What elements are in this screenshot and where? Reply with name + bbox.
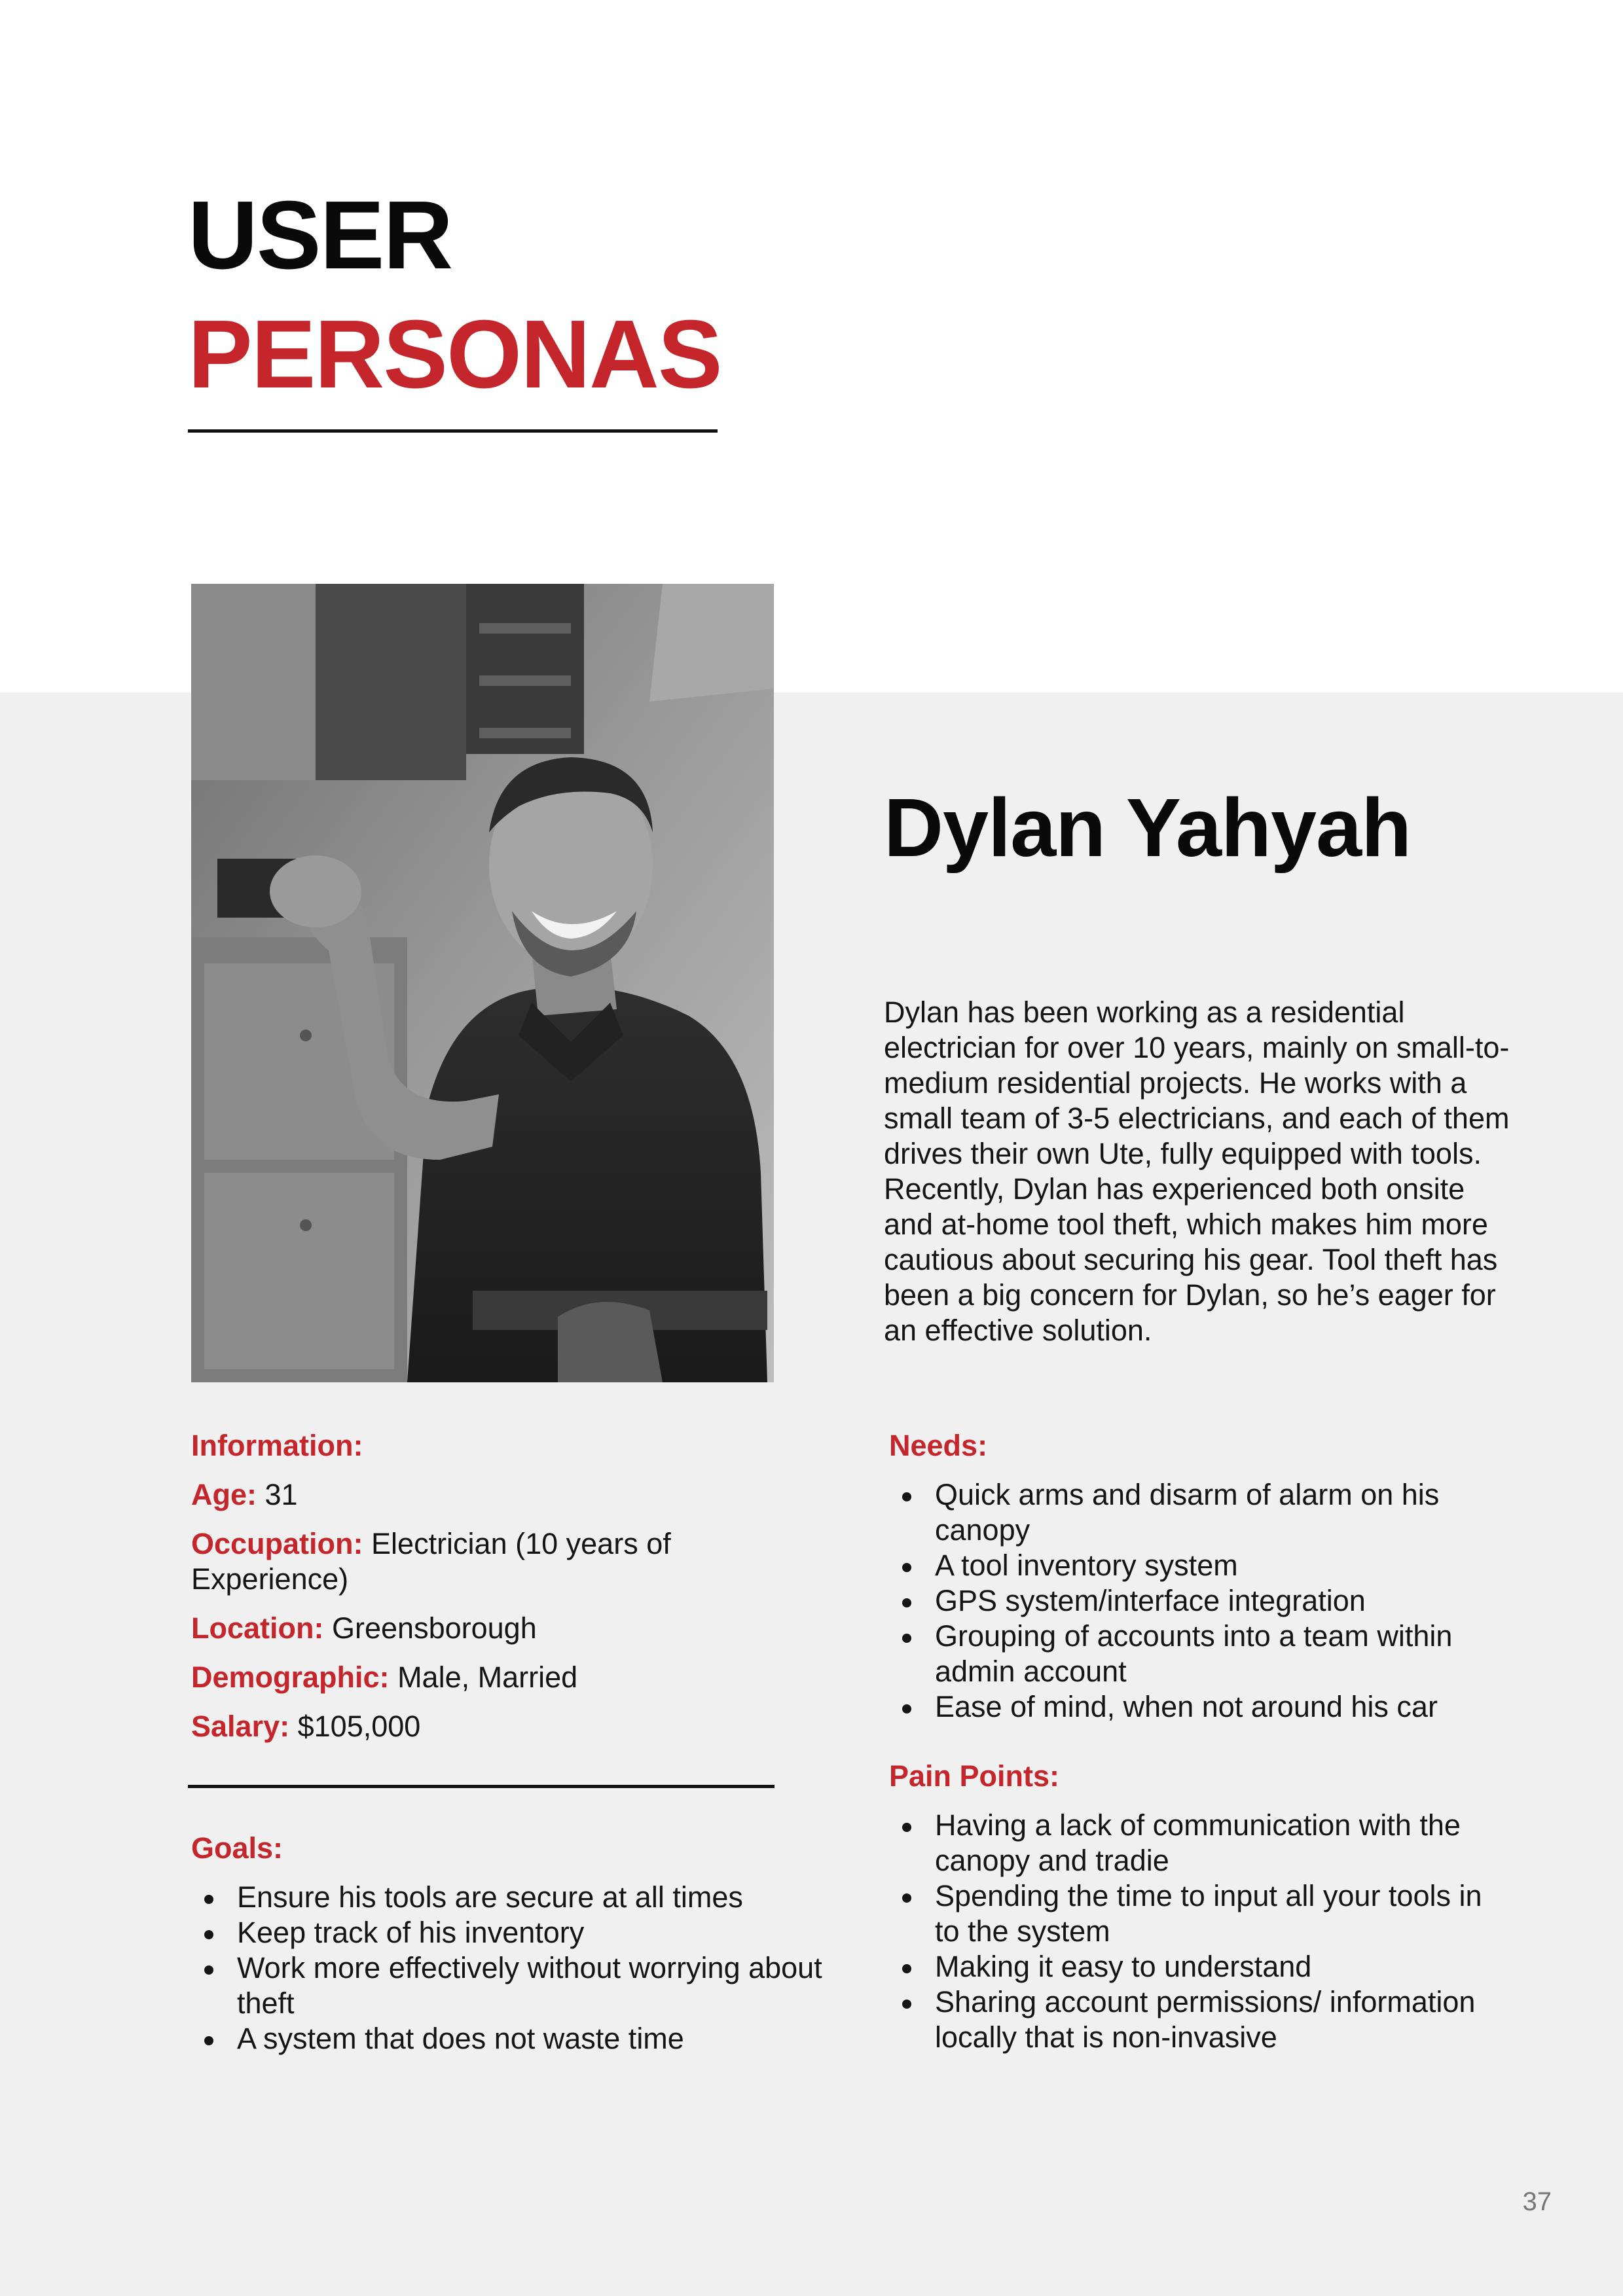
list-item: Keep track of his inventory <box>191 1915 833 1950</box>
list-item: Ensure his tools are secure at all times <box>191 1880 833 1915</box>
list-item: A system that does not waste time <box>191 2021 833 2056</box>
list-item: Sharing account permissions/ information locally that is non-invasive <box>889 1984 1511 2055</box>
info-salary-value: $105,000 <box>297 1710 421 1743</box>
list-item: Having a lack of communication with the canopy and tradie <box>889 1808 1511 1878</box>
info-location <box>191 1611 780 1646</box>
title-divider <box>188 429 718 433</box>
info-age-value: 31 <box>264 1478 298 1511</box>
info-occupation <box>191 1526 780 1597</box>
pain-points-heading: Pain Points: <box>889 1759 1060 1793</box>
goals-list <box>191 1880 833 2056</box>
info-occupation-label: Occupation: <box>191 1527 363 1560</box>
list-item: Ease of mind, when not around his car <box>889 1689 1511 1725</box>
info-age-label: Age: <box>191 1478 257 1511</box>
persona-bio: Dylan has been working as a residential electrician for over 10 years, mainly on small-to-medium residential projects. He works with a small team of 3-5 electricians, and each of them drives their own Ute, fully equipped with tools. Recently, Dylan has experienced both onsite and at-home tool theft, which makes him more cautious about securing his gear. Tool theft has been a big concern for Dylan, so he’s eager for an effective solution. <box>884 996 1510 1347</box>
info-demographic-label: Demographic: <box>191 1660 390 1694</box>
list-item: Making it easy to understand <box>889 1949 1511 1984</box>
list-item: Spending the time to input all your tools in to the system <box>889 1878 1511 1949</box>
information-heading: Information: <box>191 1429 363 1462</box>
info-demographic <box>191 1660 780 1695</box>
list-item: Quick arms and disarm of alarm on his canopy <box>889 1477 1511 1548</box>
persona-photo <box>191 584 774 1382</box>
info-age <box>191 1477 780 1513</box>
needs-heading: Needs: <box>889 1429 988 1462</box>
info-occupation-value: Electrician (10 years of Experience) <box>191 1527 671 1596</box>
page-number: 37 <box>1522 2187 1552 2216</box>
list-item: GPS system/interface integration <box>889 1583 1511 1619</box>
info-demographic-value: Male, Married <box>397 1660 578 1694</box>
info-location-label: Location: <box>191 1611 324 1645</box>
persona-name: Dylan Yahyah <box>884 781 1412 874</box>
list-item: A tool inventory system <box>889 1548 1511 1583</box>
info-salary-label: Salary: <box>191 1710 290 1743</box>
information-divider <box>188 1785 775 1788</box>
list-item: Work more effectively without worrying about theft <box>191 1950 833 2021</box>
info-location-value: Greensborough <box>332 1611 537 1645</box>
info-salary <box>191 1709 780 1744</box>
list-item: Grouping of accounts into a team within admin account <box>889 1619 1511 1689</box>
page-title-line-2: PERSONAS <box>188 300 721 408</box>
pain-points-list <box>889 1808 1511 2055</box>
needs-list <box>889 1477 1511 1725</box>
page-title-line-1: USER <box>188 181 452 289</box>
goals-heading: Goals: <box>191 1831 283 1865</box>
